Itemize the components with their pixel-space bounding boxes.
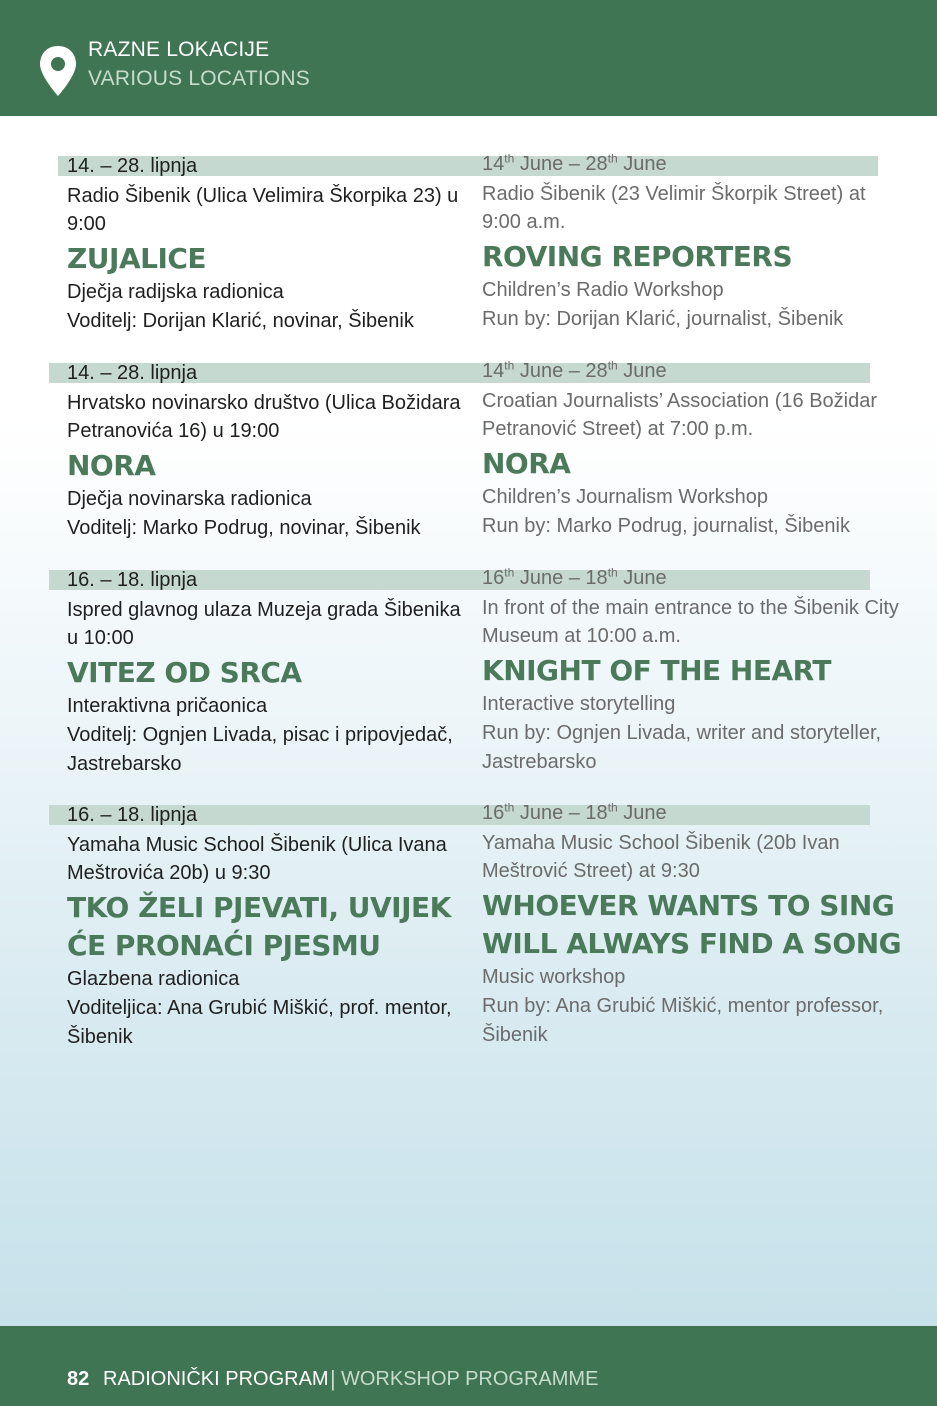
- program-title-hr: RADIONIČKI PROGRAM: [103, 1368, 329, 1390]
- event-place-en: Croatian Journalists’ Association (16 Božidar Petranović Street) at 7:00 p.m.: [482, 390, 878, 440]
- event-description-en: Children’s Radio Workshop: [482, 279, 724, 301]
- event-place-hr: Hrvatsko novinarsko društvo (Ulica Božidara Petranovića 16) u 19:00: [67, 392, 461, 442]
- event-place-hr: Ispred glavnog ulaza Muzeja grada Šibenika u 10:00: [67, 599, 461, 649]
- location-pin-icon: [38, 44, 78, 98]
- event-title-en: KNIGHT OF THE HEART: [482, 654, 832, 687]
- page-header: [0, 0, 937, 116]
- event-hr-column: [67, 156, 467, 336]
- event-leader-hr: Voditelj: Ognjen Livada, pisac i pripovjedač, Jastrebarsko: [67, 724, 453, 775]
- event-leader-hr: Voditeljica: Ana Grubić Miškić, prof. mentor, Šibenik: [67, 997, 452, 1048]
- event-date-hr: 14. – 28. lipnja: [67, 155, 198, 177]
- event-hr-column: [67, 363, 467, 543]
- event-date-en: 14th June – 28th June: [482, 151, 667, 175]
- event-description-hr: Dječja novinarska radionica: [67, 488, 312, 510]
- event-en-column: [482, 565, 902, 777]
- event-title-en: WHOEVER WANTS TO SING WILL ALWAYS FIND A SONG: [482, 889, 902, 960]
- event-description-en: Music workshop: [482, 966, 626, 988]
- event-title-hr: NORA: [67, 449, 156, 482]
- event-title-hr: TKO ŽELI PJEVATI, UVIJEK ĆE PRONAĆI PJESMU: [67, 891, 451, 962]
- event-title-hr: ZUJALICE: [67, 242, 207, 275]
- program-title-en: WORKSHOP PROGRAMME: [341, 1368, 599, 1390]
- event-place-hr: Radio Šibenik (Ulica Velimira Škorpika 23) u 9:00: [67, 185, 459, 235]
- event-leader-en: Run by: Ognjen Livada, writer and storyteller, Jastrebarsko: [482, 722, 882, 773]
- event-en-column: [482, 358, 902, 541]
- event-date-hr: 14. – 28. lipnja: [67, 362, 198, 384]
- event-description-en: Interactive storytelling: [482, 693, 676, 715]
- footer-separator: |: [330, 1366, 336, 1391]
- event-leader-hr: Voditelj: Dorijan Klarić, novinar, Šibenik: [67, 310, 414, 332]
- event-leader-hr: Voditelj: Marko Podrug, novinar, Šibenik: [67, 517, 421, 539]
- event-title-en: ROVING REPORTERS: [482, 240, 793, 273]
- event-leader-en: Run by: Marko Podrug, journalist, Šibenik: [482, 515, 850, 537]
- event-title-hr: VITEZ OD SRCA: [67, 656, 302, 689]
- event-en-column: [482, 800, 902, 1050]
- page-number: 82: [67, 1368, 90, 1390]
- event-place-en: Yamaha Music School Šibenik (20b Ivan Meštrović Street) at 9:30: [482, 832, 840, 882]
- event-date-en: 16th June – 18th June: [482, 565, 667, 589]
- event-en-column: [482, 151, 902, 334]
- event-title-en: NORA: [482, 447, 571, 480]
- event-hr-column: [67, 570, 467, 779]
- event-place-en: Radio Šibenik (23 Velimir Škorpik Street) at 9:00 a.m.: [482, 183, 866, 233]
- event-description-hr: Interaktivna pričaonica: [67, 695, 268, 717]
- event-leader-en: Run by: Dorijan Klarić, journalist, Šibenik: [482, 308, 844, 330]
- event-date-hr: 16. – 18. lipnja: [67, 804, 198, 826]
- event-place-en: In front of the main entrance to the Šibenik City Museum at 10:00 a.m.: [482, 597, 899, 647]
- page-footer: [0, 1326, 937, 1406]
- event-date-en: 14th June – 28th June: [482, 358, 667, 382]
- event-description-hr: Glazbena radionica: [67, 968, 240, 990]
- event-place-hr: Yamaha Music School Šibenik (Ulica Ivana Meštrovića 20b) u 9:30: [67, 834, 447, 884]
- event-description-hr: Dječja radijska radionica: [67, 281, 284, 303]
- event-date-hr: 16. – 18. lipnja: [67, 569, 198, 591]
- event-leader-en: Run by: Ana Grubić Miškić, mentor professor, Šibenik: [482, 995, 884, 1046]
- event-date-en: 16th June – 18th June: [482, 800, 667, 824]
- location-title-en: VARIOUS LOCATIONS: [88, 67, 310, 90]
- location-title-hr: RAZNE LOKACIJE: [88, 38, 270, 61]
- event-description-en: Children’s Journalism Workshop: [482, 486, 769, 508]
- event-hr-column: [67, 805, 467, 1052]
